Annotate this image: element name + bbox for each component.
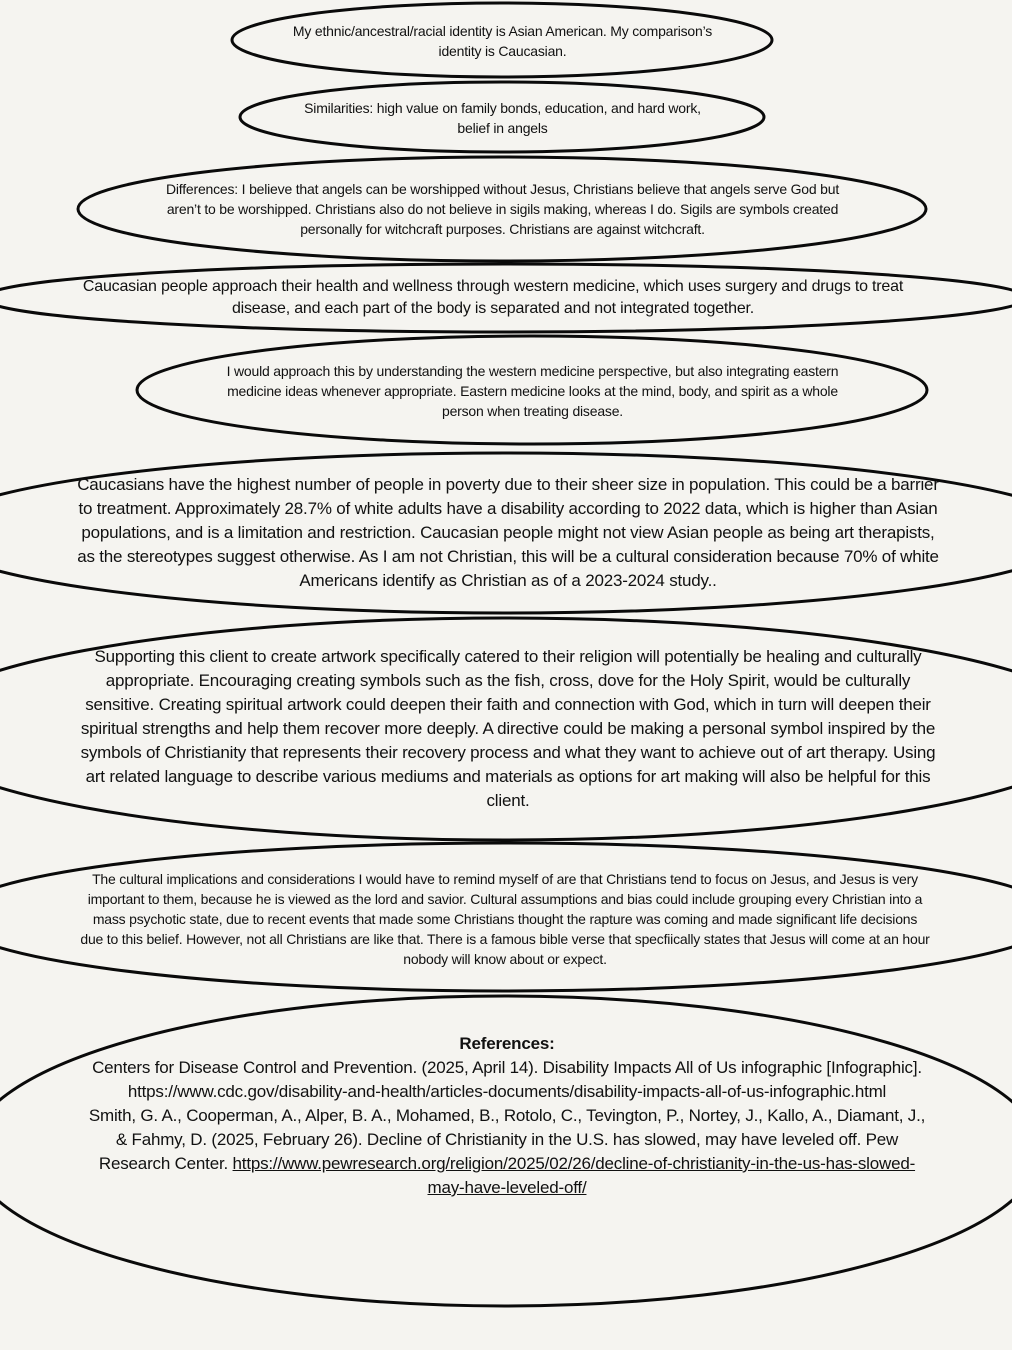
differences-text: Differences: I believe that angels can be worshipped without Jesus, Christians believe that angels serve God but aren’t to be worshipped. Christians also do not believe in sigils making, whereas I do. Sigils are symbols created personally for witchcraft purposes. Christians are against witchcraft. bbox=[165, 181, 840, 237]
reference-link-pew[interactable]: https://www.pewresearch.org/religion/2025/02/26/decline-of-christianity-in-the-us-has-slowed-may-have-leveled-off/ bbox=[232, 1154, 916, 1197]
my-approach-text: I would approach this by understanding the western medicine perspective, but also integrating eastern medicine ideas whenever appropriate. Eastern medicine looks at the mind, body, and spirit as a whole person when treating disease. bbox=[226, 363, 839, 419]
references-heading: References: bbox=[459, 1034, 555, 1053]
reference-entry-pew bbox=[82, 1104, 932, 1200]
supporting-client-text: Supporting this client to create artwork specifically catered to their religion will potentially be healing and culturally appropriate. Encouraging creating symbols such as the fish, cross, dove for the Holy Spirit, would be culturally sensitive. Creating spiritual artwork could deepen their faith and connection with God, which in turn will deepen their spiritual strengths and help them recover more deeply. A directive could be making a personal symbol inspired by the symbols of Christianity that represents their recovery process and what they want to achieve out of art therapy. Using art related language to describe various mediums and materials as options for art making will also be helpful for this client. bbox=[80, 647, 936, 810]
health-approach-text: Caucasian people approach their health and wellness through western medicine, which uses surgery and drugs to treat disease, and each part of the body is separated and not integrated together. bbox=[82, 278, 904, 317]
identity-text: My ethnic/ancestral/racial identity is Asian American. My comparison’s identity is Caucasian. bbox=[292, 23, 713, 59]
barriers-text: Caucasians have the highest number of people in poverty due to their sheer size in population. This could be a barrier to treatment. Approximately 28.7% of white adults have a disability according to 2022 data, which is higher than Asian populations, and is a limitation and restriction. Caucasian people might not view Asian people as being art therapists, as the stereotypes suggest otherwise. As I am not Christian, this will be a cultural consideration because 70% of white Americans identify as Christian as of a 2023-2024 study.. bbox=[77, 475, 939, 590]
reference-entry-pew-text: Smith, G. A., Cooperman, A., Alper, B. A., Mohamed, B., Rotolo, C., Tevington, P., Nortey, J., Kallo, A., Diamant, J., & Fahmy, D. (2025, February 26). Decline of Christianity in the U.S. has slowed, may have leveled off. Pew Research Center. bbox=[88, 1106, 926, 1173]
cultural-implications-text: The cultural implications and considerations I would have to remind myself of are that Christians tend to focus on Jesus, and Jesus is very important to them, because he is viewed as the lord and savior. Cultural assumptions and bias could include grouping every Christian into a mass psychotic state, due to recent events that made some Christians thought the rapture was coming and made significant life decisions due to this belief. However, not all Christians are like that. There is a famous bible verse that specfiically states that Jesus will come at an hour nobody will know about or expect. bbox=[80, 871, 930, 967]
references-block bbox=[82, 1032, 932, 1200]
similarities-text: Similarities: high value on family bonds, education, and hard work, belief in angels bbox=[304, 100, 701, 136]
reference-entry-cdc: Centers for Disease Control and Prevention. (2025, April 14). Disability Impacts All of Us infographic [Infographic]. https://www.cdc.gov/disability-and-health/articles-documents/disability-impacts-all-of-us-infographic.html bbox=[92, 1058, 922, 1101]
